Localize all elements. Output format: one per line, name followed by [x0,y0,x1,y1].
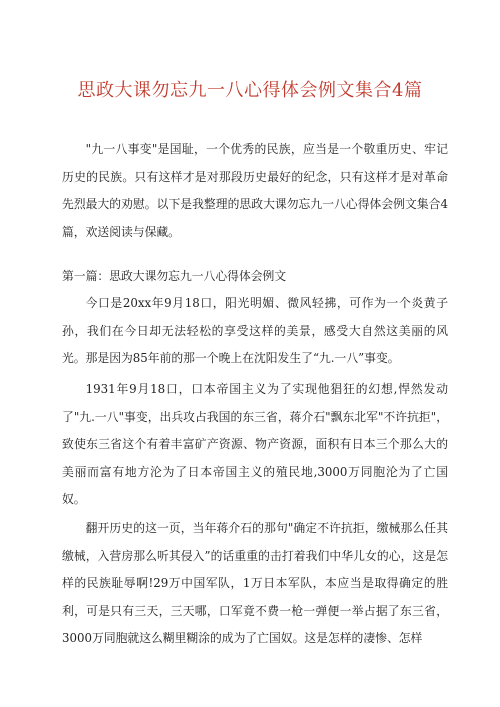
body-paragraph: 今口是20xx年9月18口，阳光明媚、微风轻拂，可作为一个炎黄子孙，我们在今日却无法轻松的享受这样的美景，感受大自然这美丽的风光。那是因为85年前的那一个晚上在沈阳发生了“九.一八”事变。 [62,296,448,365]
section-heading: 第一篇：思政大课勿忘九一八心得体会例文 [62,269,287,283]
body-paragraph: 翻开历史的这一页，当年蒋介石的那句"确定不许抗拒，缴械那么任其缴械，入营房那么听其侵入”的话重重的击打着我们中华儿女的心，这是怎样的民族耻辱啊!29万中国军队，1万日本军队，本应当是取得确定的胜利，可是只有三天，三天哪，口军竟不费一枪一弹便一举占据了东三省，3000万同胞就这么糊里糊涂的成为了亡国奴。这是怎样的凄惨、怎样 [62,521,448,645]
intro-paragraph: "九一八事变"是国耻，一个优秀的民族，应当是一个敬重历史、牢记历史的民族。只有这样才是对那段历史最好的纪念，只有这样才是对革命先烈最大的劝慰。以下是我整理的思政大课勿忘九一八心得体会例文集合4篇，欢送阅读与保藏。 [62,142,448,239]
body-paragraph: 1931年9月18口，口本帝国主义为了实现他猖狂的幻想,悍然发动了"九.一八"事变，出兵攻占我国的东三省，蒋介石"飘东北军"不许抗拒"，致使东三省这个有着丰富矿产资源、物产资源，面积有日本三个那么大的美丽而富有地方沦为了日本帝国主义的殖民地,3000万同胞沦为了亡国奴。 [62,382,448,506]
document-title: 思政大课勿忘九一八心得体会例文集合4篇 [77,80,423,101]
